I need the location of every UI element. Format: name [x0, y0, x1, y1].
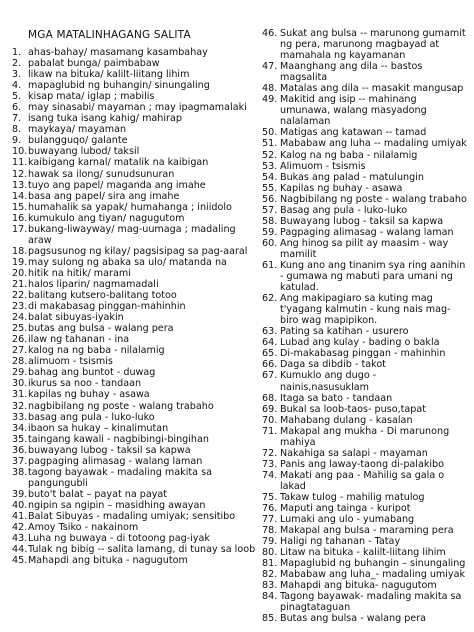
item-number: 9. [12, 135, 22, 147]
list-item [262, 161, 468, 172]
list-item [262, 172, 468, 183]
item-number: 57. [262, 204, 278, 216]
list-item [12, 290, 256, 301]
item-number: 75. [262, 491, 278, 503]
item-text: Kalog na ng baba - nilalamig [280, 149, 418, 161]
item-text: Lubad ang kulay - bading o bakla [280, 337, 440, 349]
item-text: Makati ang paa - Mahilig sa gala o lakad [280, 469, 445, 492]
item-number: 24. [12, 312, 28, 324]
item-number: 13. [12, 179, 28, 191]
list-item [12, 213, 256, 224]
list-item [262, 138, 468, 149]
item-number: 52. [262, 149, 278, 161]
item-text: ahas-bahay/ masamang kasambahay [28, 47, 208, 58]
list-item [262, 415, 468, 426]
list-item [12, 456, 256, 467]
item-text: halos liparin/ nagmamadali [28, 278, 159, 290]
item-text: Tulak ng bibig -- salita lamang, di tunay sa loob [28, 544, 256, 556]
list-item [12, 522, 256, 533]
item-number: 47. [262, 61, 278, 73]
item-number: 12. [12, 168, 28, 180]
item-text: Balat Sibuyas - madaling umiyak; sensitibo [28, 510, 236, 522]
list-item [262, 150, 468, 161]
list-item [262, 326, 468, 337]
item-text: Kung ano ang tinanim sya ring aanihin - gumawa ng mabuti para umani ng katulad. [280, 259, 466, 294]
item-text: butas ang bulsa - walang pera [28, 323, 174, 335]
list-item [12, 91, 256, 102]
item-number: 76. [262, 503, 278, 515]
list-item [12, 246, 256, 257]
item-number: 62. [262, 293, 278, 305]
item-number: 26. [12, 334, 28, 346]
item-number: 8. [12, 124, 22, 136]
item-number: 78. [262, 525, 278, 537]
item-number: 44. [12, 544, 28, 556]
list-item [12, 445, 256, 456]
list-item [262, 591, 468, 613]
item-number: 59. [262, 226, 278, 238]
item-number: 40. [12, 499, 28, 511]
item-number: 79. [262, 536, 278, 548]
list-item [12, 124, 256, 135]
item-number: 63. [262, 326, 278, 338]
list-item [12, 301, 256, 312]
item-text: ibaon sa hukay – kinalimutan [28, 422, 169, 434]
item-text: isang tuka isang kahig/ mahirap [28, 113, 182, 125]
item-number: 51. [262, 138, 278, 150]
item-text: Haligi ng tahanan - Tatay [280, 536, 401, 548]
item-text: Mahabang dulang - kasalan [280, 414, 413, 426]
list-item [12, 257, 256, 268]
item-text: Makapal ang mukha - Di marunong mahiya [280, 425, 450, 448]
list-item [12, 180, 256, 191]
list-item [262, 503, 468, 514]
item-number: 31. [12, 389, 28, 401]
item-number: 73. [262, 458, 278, 470]
item-text: Matigas ang katawan -- tamad [280, 127, 427, 139]
item-text: kaibigang karnal/ matalik na kaibigan [28, 157, 209, 169]
list-item [262, 492, 468, 503]
list-item [262, 580, 468, 591]
left-list [12, 47, 256, 566]
list-item [12, 467, 256, 489]
item-text: Nagbibilang ng poste - walang trabaho [280, 193, 467, 205]
list-item [12, 533, 256, 544]
list-item [262, 613, 468, 624]
list-item [262, 94, 468, 127]
item-text: Panis ang laway-taong di-palakibo [280, 458, 445, 470]
item-number: 22. [12, 290, 28, 302]
item-text: pagpaging alimasag - walang laman [28, 455, 203, 467]
item-number: 18. [12, 245, 28, 257]
item-number: 20. [12, 267, 28, 279]
item-text: mapaglubid ng buhangin/ sinungaling [28, 80, 210, 92]
list-item [12, 367, 256, 378]
item-number: 77. [262, 514, 278, 526]
item-number: 61. [262, 259, 278, 271]
item-number: 85. [262, 613, 278, 625]
list-item [262, 558, 468, 569]
item-number: 39. [12, 488, 28, 500]
list-item [262, 83, 468, 94]
item-number: 54. [262, 171, 278, 183]
list-item [262, 359, 468, 370]
list-item [12, 268, 256, 279]
item-number: 68. [262, 392, 278, 404]
item-text: Matalas ang dila -- masakit mangusap [280, 83, 464, 95]
item-number: 83. [262, 580, 278, 592]
item-number: 53. [262, 160, 278, 172]
item-number: 69. [262, 403, 278, 415]
item-text: di makabasag pinggan-mahinhin [28, 301, 186, 313]
item-text: Luha ng buwaya - di totoong pag-iyak [28, 533, 210, 545]
item-number: 49. [262, 94, 278, 106]
item-number: 34. [12, 422, 28, 434]
item-number: 42. [12, 522, 28, 534]
item-number: 27. [12, 345, 28, 357]
item-number: 67. [262, 370, 278, 382]
item-number: 46. [262, 28, 278, 39]
item-text: Amoy Tsiko - nakainom [28, 522, 139, 534]
item-text: Makitid ang isip -- mahinang umunawa, walang masyadong nalalaman [280, 94, 427, 128]
item-text: Litaw na bituka - kalilt-liitang lihim [280, 547, 446, 559]
item-number: 15. [12, 201, 28, 213]
list-item [262, 426, 468, 448]
item-number: 2. [12, 58, 22, 70]
item-text: pagsusunog ng kilay/ pagsisipag sa pag-aaral [28, 245, 248, 257]
item-number: 45. [12, 555, 28, 567]
item-text: Buwayang lubog - taksil sa kapwa [280, 215, 444, 227]
item-number: 19. [12, 256, 28, 268]
item-text: Sukat ang bulsa -- marunong gumamit ng pera, marunong magbayad at mamahala ng kayamanan [280, 28, 466, 62]
item-number: 41. [12, 510, 28, 522]
item-number: 21. [12, 278, 28, 290]
right-column [262, 28, 468, 625]
item-number: 55. [262, 182, 278, 194]
item-text: Itaga sa bato - tandaan [280, 392, 393, 404]
item-number: 23. [12, 301, 28, 313]
item-text: kalog na ng baba - nilalamig [28, 345, 165, 357]
item-text: buwayang lubog - taksil sa kapwa [28, 444, 191, 456]
item-text: buwayang lubod/ taksil [28, 146, 140, 158]
list-item [12, 544, 256, 555]
item-number: 81. [262, 558, 278, 570]
list-item [262, 183, 468, 194]
item-text: Pating sa katihan - usurero [280, 326, 409, 338]
item-number: 14. [12, 190, 28, 202]
list-item [12, 312, 256, 323]
item-text: bukang-liwayway/ mag-uumaga ; madaling araw [28, 223, 236, 246]
item-number: 36. [12, 444, 28, 456]
item-text: Butas ang bulsa - walang pera [280, 613, 427, 625]
item-text: Di-makabasag pinggan - mahinhin [280, 348, 446, 360]
item-number: 28. [12, 356, 28, 368]
item-text: tagong bayawak - madaling makita sa pangungubli [28, 466, 212, 489]
item-number: 30. [12, 378, 28, 390]
item-number: 82. [262, 569, 278, 581]
list-item [262, 227, 468, 238]
item-number: 7. [12, 113, 22, 125]
item-number: 66. [262, 359, 278, 371]
item-number: 72. [262, 447, 278, 459]
item-text: balitang kutsero-balitang totoo [28, 290, 177, 302]
list-item [12, 224, 256, 246]
list-item [12, 389, 256, 400]
list-item [262, 28, 468, 61]
item-number: 48. [262, 83, 278, 95]
list-item [12, 169, 256, 180]
list-item [12, 345, 256, 356]
item-text: Mababaw ang luha_- madaling umiyak [280, 569, 466, 581]
list-item [262, 260, 468, 293]
item-number: 11. [12, 157, 28, 169]
item-text: Maputi ang tainga - kuripot [280, 503, 411, 515]
item-number: 37. [12, 455, 28, 467]
item-text: balat sibuyas-iyakin [28, 312, 124, 324]
item-number: 5. [12, 91, 22, 103]
item-text: Bukas ang palad - matulungin [280, 171, 424, 183]
item-text: kapilas ng buhay - asawa [28, 389, 150, 401]
item-number: 65. [262, 348, 278, 360]
list-item [262, 525, 468, 536]
list-item [262, 337, 468, 348]
item-text: Daga sa dibdib - takot [280, 359, 386, 371]
list-item [12, 279, 256, 290]
left-column [12, 28, 256, 566]
list-item [12, 434, 256, 445]
item-number: 29. [12, 367, 28, 379]
item-text: humahalik sa yapak/ humahanga ; iniidolo [28, 201, 232, 213]
item-number: 3. [12, 69, 22, 81]
item-number: 32. [12, 400, 28, 412]
item-text: Takaw tulog - mahilig matulog [280, 491, 425, 503]
item-number: 80. [262, 547, 278, 559]
item-text: bulangguqo/ galante [28, 135, 128, 147]
item-number: 43. [12, 533, 28, 545]
list-item [262, 536, 468, 547]
item-number: 56. [262, 193, 278, 205]
list-item [262, 348, 468, 359]
item-text: bahag ang buntot - duwag [28, 367, 156, 379]
item-text: may sinasabi/ mayaman ; may ipagmamalaki [28, 102, 247, 114]
list-item [12, 356, 256, 367]
item-number: 6. [12, 102, 22, 114]
item-number: 17. [12, 223, 28, 235]
item-number: 16. [12, 212, 28, 224]
list-item [12, 500, 256, 511]
list-item [12, 102, 256, 113]
list-item [262, 459, 468, 470]
item-text: Mapaglubid ng buhangin – sinungaling [280, 558, 466, 570]
item-text: ilaw ng tahanan - ina [28, 334, 130, 346]
list-item [12, 489, 256, 500]
list-item [262, 404, 468, 415]
item-number: 4. [12, 80, 22, 92]
list-item [262, 61, 468, 83]
list-item [12, 423, 256, 434]
list-item [12, 69, 256, 80]
item-text: Mahapdi ang bituka- nagugutom [280, 580, 437, 592]
list-item [12, 378, 256, 389]
item-text: nagbibilang ng poste - walang trabaho [28, 400, 214, 412]
item-text: Basag ang pula - luko-luko [280, 204, 408, 216]
list-item [12, 334, 256, 345]
list-item [262, 205, 468, 216]
item-text: Pagpaging alimasag - walang laman [280, 226, 454, 238]
item-text: basag ang pula - luko-luko [28, 411, 155, 423]
page-title: MGA MATALINHAGANG SALITA [28, 29, 191, 41]
item-text: Makapal ang bulsa - maraming pera [280, 525, 454, 537]
list-item [12, 157, 256, 168]
list-item [12, 113, 256, 124]
list-item [262, 127, 468, 138]
list-item [12, 401, 256, 412]
item-text: ikurus sa noo - tandaan [28, 378, 142, 390]
list-item [12, 323, 256, 334]
item-text: Kumuklo ang dugo - nainis,nasusuklam [280, 370, 377, 393]
item-text: hawak sa ilong/ sunudsunuran [28, 168, 175, 180]
item-text: Lumaki ang ulo - yumabang [280, 514, 415, 526]
list-item [12, 58, 256, 69]
item-number: 1. [12, 47, 22, 58]
list-item [262, 547, 468, 558]
list-item [262, 393, 468, 404]
item-text: basa ang papel/ sira ang imahe [28, 190, 180, 202]
item-text: ngipin sa ngipin – masidhing awayan [28, 499, 206, 511]
list-item [262, 569, 468, 580]
item-text: alimuom - tsismis [28, 356, 113, 368]
item-text: Alimuom - tsismis [280, 160, 366, 172]
list-item [262, 448, 468, 459]
list-item [12, 135, 256, 146]
item-number: 60. [262, 237, 278, 249]
item-text: may sulong ng abaka sa ulo/ matanda na [28, 256, 227, 268]
list-item [12, 191, 256, 202]
item-text: Tagong bayawak- madaling makita sa pinagtataguan [280, 591, 462, 614]
item-number: 70. [262, 414, 278, 426]
item-text: maykaya/ mayaman [28, 124, 127, 136]
item-text: Nakahiga sa salapi - mayaman [280, 447, 428, 459]
item-text: taingang kawali - nagbibingi-bingihan [28, 433, 209, 445]
item-text: Bukal sa loob-taos- puso,tapat [280, 403, 427, 415]
list-item [12, 47, 256, 58]
item-text: likaw na bituka/ kalilt-liitang lihim [28, 69, 190, 81]
list-item [12, 80, 256, 91]
list-item [262, 238, 468, 260]
list-item [12, 146, 256, 157]
item-text: tuyo ang papel/ maganda ang imahe [28, 179, 206, 191]
list-item [12, 412, 256, 423]
item-text: Ang hinog sa pilit ay maasim - way mamilit [280, 237, 449, 260]
item-text: Ang makipagiaro sa kuting mag t'yagang kalmutin - kung nais mag-biro wag mapipikon. [280, 293, 451, 327]
list-item [262, 514, 468, 525]
list-item [262, 470, 468, 492]
item-text: kisap mata/ iglap ; mabilis [28, 91, 155, 103]
list-item [12, 555, 256, 566]
list-item [262, 216, 468, 227]
item-number: 71. [262, 425, 278, 437]
item-number: 74. [262, 469, 278, 481]
item-text: buto't balat – payat na payat [28, 488, 168, 500]
item-number: 25. [12, 323, 28, 335]
item-number: 33. [12, 411, 28, 423]
item-number: 38. [12, 466, 28, 478]
item-text: kumukulo ang tiyan/ nagugutom [28, 212, 185, 224]
item-text: Maanghang ang dila -- bastos magsalita [280, 61, 423, 84]
list-item [12, 202, 256, 213]
item-text: Mababaw ang luha -- madaling umiyak [280, 138, 467, 150]
item-number: 35. [12, 433, 28, 445]
item-number: 84. [262, 591, 278, 603]
item-number: 58. [262, 215, 278, 227]
item-number: 64. [262, 337, 278, 349]
list-item [262, 194, 468, 205]
list-item [262, 293, 468, 326]
item-number: 10. [12, 146, 28, 158]
item-text: hitik na hitik/ marami [28, 267, 131, 279]
item-text: pabalat bunga/ paimbabaw [28, 58, 160, 70]
item-text: Kapilas ng buhay - asawa [280, 182, 403, 194]
list-item [262, 370, 468, 392]
right-list [262, 28, 468, 625]
list-item [12, 511, 256, 522]
item-number: 50. [262, 127, 278, 139]
item-text: Mahapdi ang bituka - nagugutom [28, 555, 188, 567]
